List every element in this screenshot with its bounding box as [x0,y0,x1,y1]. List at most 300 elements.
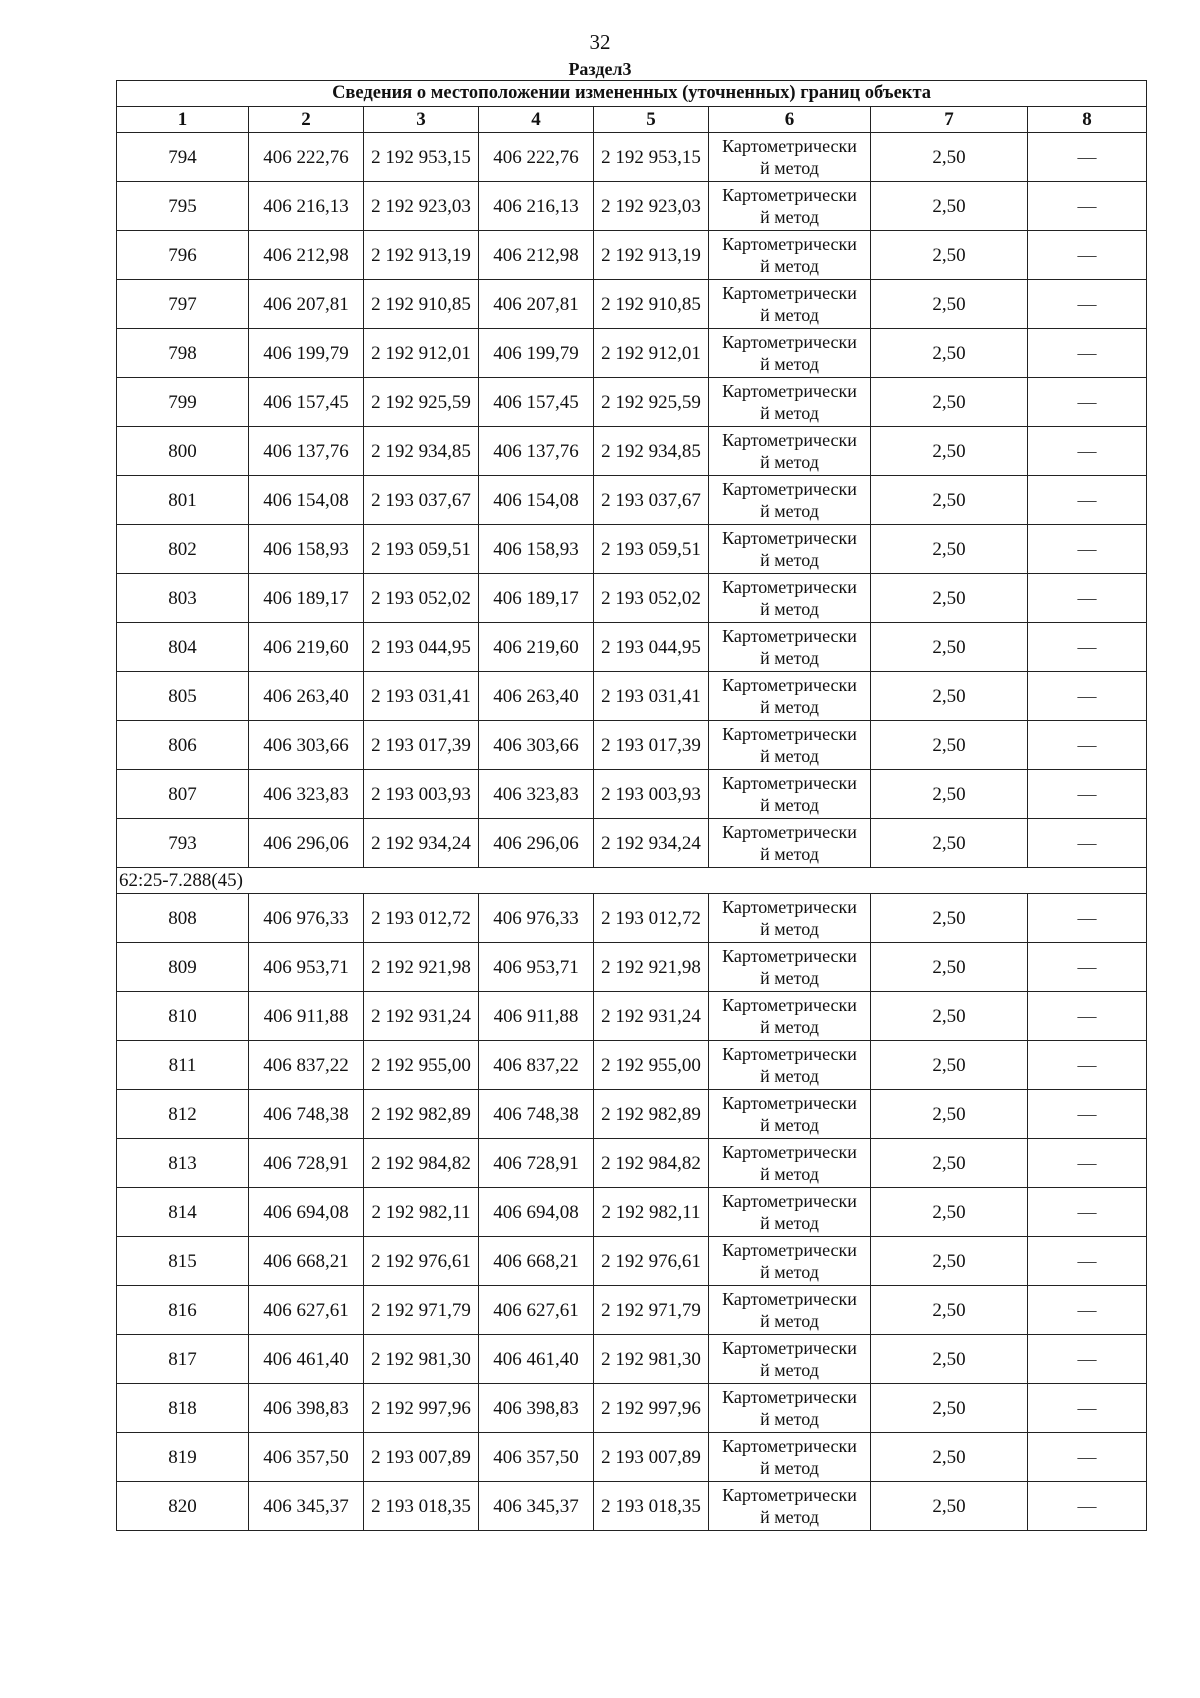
coord-x-existing: 406 627,61 [249,1286,364,1335]
point-number: 815 [117,1237,249,1286]
description-value: — [1028,1433,1147,1482]
coord-x-refined: 406 219,60 [479,623,594,672]
coord-y-refined: 2 192 923,03 [594,182,709,231]
coord-x-existing: 406 296,06 [249,819,364,868]
point-number: 796 [117,231,249,280]
method-line-2: й метод [760,1115,819,1135]
point-number: 805 [117,672,249,721]
point-number: 820 [117,1482,249,1531]
accuracy-value: 2,50 [871,280,1028,329]
determination-method [709,1041,871,1090]
description-value: — [1028,1384,1147,1433]
accuracy-value: 2,50 [871,819,1028,868]
description-value: — [1028,231,1147,280]
method-line-2: й метод [760,599,819,619]
coord-x-refined: 406 157,45 [479,378,594,427]
coord-x-existing: 406 668,21 [249,1237,364,1286]
point-number: 802 [117,525,249,574]
description-value: — [1028,476,1147,525]
point-number: 801 [117,476,249,525]
column-number: 3 [364,107,479,133]
method-line-2: й метод [760,1507,819,1527]
description-value: — [1028,182,1147,231]
determination-method [709,525,871,574]
point-number: 814 [117,1188,249,1237]
accuracy-value: 2,50 [871,574,1028,623]
determination-method [709,1433,871,1482]
method-line-2: й метод [760,697,819,717]
description-value: — [1028,1041,1147,1090]
coord-y-existing: 2 192 955,00 [364,1041,479,1090]
determination-method [709,1335,871,1384]
coord-y-existing: 2 193 007,89 [364,1433,479,1482]
accuracy-value: 2,50 [871,623,1028,672]
description-value: — [1028,623,1147,672]
coord-y-existing: 2 192 913,19 [364,231,479,280]
section-title: Раздел3 [568,59,632,79]
table-row [117,943,1147,992]
coord-x-refined: 406 953,71 [479,943,594,992]
description-value: — [1028,525,1147,574]
coord-x-refined: 406 728,91 [479,1139,594,1188]
method-line-1: Картометрически [722,1436,857,1456]
method-line-2: й метод [760,305,819,325]
coord-x-existing: 406 323,83 [249,770,364,819]
coord-x-refined: 406 263,40 [479,672,594,721]
method-line-1: Картометрически [722,1142,857,1162]
determination-method [709,476,871,525]
coord-y-refined: 2 192 910,85 [594,280,709,329]
coord-x-refined: 406 296,06 [479,819,594,868]
coord-x-existing: 406 345,37 [249,1482,364,1531]
coord-y-existing: 2 192 934,24 [364,819,479,868]
column-number: 2 [249,107,364,133]
coord-y-existing: 2 192 976,61 [364,1237,479,1286]
method-line-2: й метод [760,1066,819,1086]
accuracy-value: 2,50 [871,525,1028,574]
coord-x-existing: 406 212,98 [249,231,364,280]
coord-x-existing: 406 398,83 [249,1384,364,1433]
coord-y-refined: 2 193 031,41 [594,672,709,721]
method-line-1: Картометрически [722,724,857,744]
point-number: 800 [117,427,249,476]
table-row [117,1384,1147,1433]
point-number: 816 [117,1286,249,1335]
coord-x-refined: 406 303,66 [479,721,594,770]
coord-y-refined: 2 192 931,24 [594,992,709,1041]
coord-y-refined: 2 193 012,72 [594,894,709,943]
table-row [117,1041,1147,1090]
table-row [117,1482,1147,1531]
method-line-2: й метод [760,452,819,472]
coord-y-existing: 2 193 012,72 [364,894,479,943]
method-line-2: й метод [760,795,819,815]
point-number: 803 [117,574,249,623]
table-row [117,378,1147,427]
method-line-2: й метод [760,1458,819,1478]
coord-y-refined: 2 192 921,98 [594,943,709,992]
method-line-1: Картометрически [722,381,857,401]
coord-y-refined: 2 193 052,02 [594,574,709,623]
method-line-2: й метод [760,968,819,988]
table-row [117,574,1147,623]
coord-y-refined: 2 192 976,61 [594,1237,709,1286]
determination-method [709,378,871,427]
point-number: 817 [117,1335,249,1384]
coord-x-existing: 406 728,91 [249,1139,364,1188]
method-line-1: Картометрически [722,528,857,548]
coord-x-existing: 406 154,08 [249,476,364,525]
column-number: 1 [117,107,249,133]
description-value: — [1028,1090,1147,1139]
point-number: 818 [117,1384,249,1433]
method-line-2: й метод [760,403,819,423]
coord-y-existing: 2 192 971,79 [364,1286,479,1335]
method-line-1: Картометрически [722,897,857,917]
method-line-1: Картометрически [722,1387,857,1407]
determination-method [709,1384,871,1433]
coord-y-refined: 2 192 982,11 [594,1188,709,1237]
table-row [117,231,1147,280]
coord-x-refined: 406 216,13 [479,182,594,231]
coord-y-existing: 2 192 923,03 [364,182,479,231]
coord-x-refined: 406 837,22 [479,1041,594,1090]
method-line-1: Картометрически [722,1338,857,1358]
coord-y-existing: 2 193 017,39 [364,721,479,770]
table-caption-row [117,81,1147,107]
coord-y-refined: 2 193 007,89 [594,1433,709,1482]
accuracy-value: 2,50 [871,943,1028,992]
method-line-2: й метод [760,648,819,668]
point-number: 797 [117,280,249,329]
method-line-1: Картометрически [722,332,857,352]
coord-y-existing: 2 192 997,96 [364,1384,479,1433]
determination-method [709,1286,871,1335]
point-number: 808 [117,894,249,943]
method-line-2: й метод [760,1360,819,1380]
coord-x-refined: 406 222,76 [479,133,594,182]
point-number: 813 [117,1139,249,1188]
coord-x-refined: 406 976,33 [479,894,594,943]
description-value: — [1028,672,1147,721]
coord-y-refined: 2 192 971,79 [594,1286,709,1335]
method-line-1: Картометрически [722,1289,857,1309]
coord-y-existing: 2 192 934,85 [364,427,479,476]
determination-method [709,329,871,378]
method-line-1: Картометрически [722,626,857,646]
method-line-1: Картометрически [722,995,857,1015]
method-line-1: Картометрически [722,675,857,695]
accuracy-value: 2,50 [871,378,1028,427]
determination-method [709,943,871,992]
table-row [117,1335,1147,1384]
table-row [117,1433,1147,1482]
accuracy-value: 2,50 [871,329,1028,378]
accuracy-value: 2,50 [871,1041,1028,1090]
coord-y-existing: 2 192 982,11 [364,1188,479,1237]
description-value: — [1028,1139,1147,1188]
method-line-1: Картометрически [722,283,857,303]
table-row [117,133,1147,182]
coord-y-refined: 2 192 953,15 [594,133,709,182]
accuracy-value: 2,50 [871,182,1028,231]
point-number: 798 [117,329,249,378]
coord-x-refined: 406 668,21 [479,1237,594,1286]
accuracy-value: 2,50 [871,770,1028,819]
description-value: — [1028,1335,1147,1384]
determination-method [709,133,871,182]
coord-x-refined: 406 158,93 [479,525,594,574]
coord-x-existing: 406 158,93 [249,525,364,574]
accuracy-value: 2,50 [871,894,1028,943]
coord-y-existing: 2 192 984,82 [364,1139,479,1188]
table-row [117,1188,1147,1237]
coord-x-existing: 406 189,17 [249,574,364,623]
boundary-coordinates-table [116,80,1147,1531]
accuracy-value: 2,50 [871,1335,1028,1384]
determination-method [709,182,871,231]
table-body [117,81,1147,1531]
coord-y-refined: 2 192 934,24 [594,819,709,868]
coord-x-refined: 406 357,50 [479,1433,594,1482]
accuracy-value: 2,50 [871,1090,1028,1139]
coord-y-existing: 2 192 982,89 [364,1090,479,1139]
point-number: 794 [117,133,249,182]
coord-y-existing: 2 193 037,67 [364,476,479,525]
coord-y-refined: 2 193 059,51 [594,525,709,574]
coord-y-existing: 2 192 921,98 [364,943,479,992]
method-line-1: Картометрически [722,1093,857,1113]
method-line-1: Картометрически [722,136,857,156]
method-line-1: Картометрически [722,1191,857,1211]
determination-method [709,1090,871,1139]
point-number: 793 [117,819,249,868]
method-line-2: й метод [760,746,819,766]
determination-method [709,574,871,623]
table-row [117,894,1147,943]
coord-x-refined: 406 154,08 [479,476,594,525]
coord-y-refined: 2 192 955,00 [594,1041,709,1090]
coord-x-existing: 406 303,66 [249,721,364,770]
method-line-2: й метод [760,256,819,276]
coord-x-refined: 406 911,88 [479,992,594,1041]
point-number: 806 [117,721,249,770]
coord-y-refined: 2 193 037,67 [594,476,709,525]
determination-method [709,721,871,770]
determination-method [709,992,871,1041]
coord-x-refined: 406 461,40 [479,1335,594,1384]
determination-method [709,623,871,672]
page-number: 32 [589,30,611,54]
accuracy-value: 2,50 [871,721,1028,770]
table-row [117,819,1147,868]
table-row [117,1139,1147,1188]
method-line-1: Картометрически [722,1240,857,1260]
method-line-2: й метод [760,919,819,939]
coord-y-refined: 2 192 925,59 [594,378,709,427]
coord-y-existing: 2 192 925,59 [364,378,479,427]
coord-x-refined: 406 627,61 [479,1286,594,1335]
method-line-1: Картометрически [722,479,857,499]
column-number-row [117,107,1147,133]
description-value: — [1028,819,1147,868]
column-number: 4 [479,107,594,133]
accuracy-value: 2,50 [871,427,1028,476]
coord-x-existing: 406 357,50 [249,1433,364,1482]
description-value: — [1028,574,1147,623]
description-value: — [1028,329,1147,378]
description-value: — [1028,133,1147,182]
method-line-2: й метод [760,1409,819,1429]
method-line-1: Картометрически [722,234,857,254]
coord-y-refined: 2 193 044,95 [594,623,709,672]
description-value: — [1028,427,1147,476]
method-line-2: й метод [760,354,819,374]
coord-x-existing: 406 461,40 [249,1335,364,1384]
table-row [117,329,1147,378]
method-line-2: й метод [760,1017,819,1037]
coord-x-existing: 406 207,81 [249,280,364,329]
point-number: 795 [117,182,249,231]
method-line-1: Картометрически [722,773,857,793]
group-row [117,868,1147,894]
method-line-2: й метод [760,844,819,864]
point-number: 809 [117,943,249,992]
coord-x-existing: 406 157,45 [249,378,364,427]
coord-x-existing: 406 953,71 [249,943,364,992]
coord-x-existing: 406 837,22 [249,1041,364,1090]
column-number: 8 [1028,107,1147,133]
description-value: — [1028,770,1147,819]
method-line-1: Картометрически [722,822,857,842]
description-value: — [1028,1286,1147,1335]
coord-x-existing: 406 694,08 [249,1188,364,1237]
coord-x-refined: 406 137,76 [479,427,594,476]
accuracy-value: 2,50 [871,231,1028,280]
coord-y-refined: 2 192 981,30 [594,1335,709,1384]
table-row [117,721,1147,770]
accuracy-value: 2,50 [871,1188,1028,1237]
description-value: — [1028,280,1147,329]
table-row [117,992,1147,1041]
point-number: 810 [117,992,249,1041]
description-value: — [1028,894,1147,943]
coord-y-existing: 2 192 910,85 [364,280,479,329]
determination-method [709,894,871,943]
description-value: — [1028,943,1147,992]
coord-y-refined: 2 192 934,85 [594,427,709,476]
coord-y-refined: 2 192 984,82 [594,1139,709,1188]
coord-y-existing: 2 193 031,41 [364,672,479,721]
table-row [117,623,1147,672]
coord-x-refined: 406 323,83 [479,770,594,819]
coord-y-existing: 2 192 953,15 [364,133,479,182]
coord-y-existing: 2 193 018,35 [364,1482,479,1531]
determination-method [709,819,871,868]
method-line-1: Картометрически [722,1044,857,1064]
method-line-2: й метод [760,501,819,521]
table-caption: Сведения о местоположении измененных (уточненных) границ объекта [117,81,1147,107]
coord-x-refined: 406 199,79 [479,329,594,378]
coord-y-existing: 2 192 981,30 [364,1335,479,1384]
method-line-1: Картометрически [722,577,857,597]
coord-x-existing: 406 748,38 [249,1090,364,1139]
coord-x-existing: 406 263,40 [249,672,364,721]
coord-y-refined: 2 192 912,01 [594,329,709,378]
coord-y-existing: 2 193 059,51 [364,525,479,574]
coord-x-existing: 406 222,76 [249,133,364,182]
description-value: — [1028,1188,1147,1237]
accuracy-value: 2,50 [871,133,1028,182]
point-number: 807 [117,770,249,819]
coord-x-refined: 406 748,38 [479,1090,594,1139]
accuracy-value: 2,50 [871,992,1028,1041]
method-line-2: й метод [760,1213,819,1233]
method-line-2: й метод [760,1311,819,1331]
method-line-2: й метод [760,158,819,178]
coord-y-refined: 2 192 913,19 [594,231,709,280]
description-value: — [1028,378,1147,427]
point-number: 804 [117,623,249,672]
method-line-1: Картометрически [722,946,857,966]
determination-method [709,770,871,819]
column-number: 7 [871,107,1028,133]
coord-x-refined: 406 212,98 [479,231,594,280]
point-number: 811 [117,1041,249,1090]
method-line-1: Картометрически [722,430,857,450]
coord-x-existing: 406 199,79 [249,329,364,378]
determination-method [709,1139,871,1188]
accuracy-value: 2,50 [871,672,1028,721]
cadastral-number: 62:25-7.288(45) [117,868,1147,894]
table-row [117,280,1147,329]
coord-y-existing: 2 192 912,01 [364,329,479,378]
coord-y-existing: 2 192 931,24 [364,992,479,1041]
determination-method [709,1188,871,1237]
table-row [117,1090,1147,1139]
determination-method [709,231,871,280]
method-line-1: Картометрически [722,185,857,205]
coord-y-existing: 2 193 003,93 [364,770,479,819]
coord-x-refined: 406 207,81 [479,280,594,329]
determination-method [709,280,871,329]
coord-x-existing: 406 219,60 [249,623,364,672]
coord-y-refined: 2 193 003,93 [594,770,709,819]
coord-y-refined: 2 193 017,39 [594,721,709,770]
table-row [117,770,1147,819]
description-value: — [1028,1237,1147,1286]
accuracy-value: 2,50 [871,1482,1028,1531]
coord-y-refined: 2 192 997,96 [594,1384,709,1433]
coord-x-existing: 406 137,76 [249,427,364,476]
method-line-1: Картометрически [722,1485,857,1505]
accuracy-value: 2,50 [871,1384,1028,1433]
coord-x-refined: 406 694,08 [479,1188,594,1237]
description-value: — [1028,721,1147,770]
table-row [117,427,1147,476]
column-number: 6 [709,107,871,133]
accuracy-value: 2,50 [871,1433,1028,1482]
accuracy-value: 2,50 [871,1286,1028,1335]
description-value: — [1028,992,1147,1041]
coord-x-existing: 406 976,33 [249,894,364,943]
determination-method [709,1482,871,1531]
coord-x-existing: 406 216,13 [249,182,364,231]
table-row [117,525,1147,574]
coord-y-existing: 2 193 052,02 [364,574,479,623]
determination-method [709,1237,871,1286]
coord-y-existing: 2 193 044,95 [364,623,479,672]
